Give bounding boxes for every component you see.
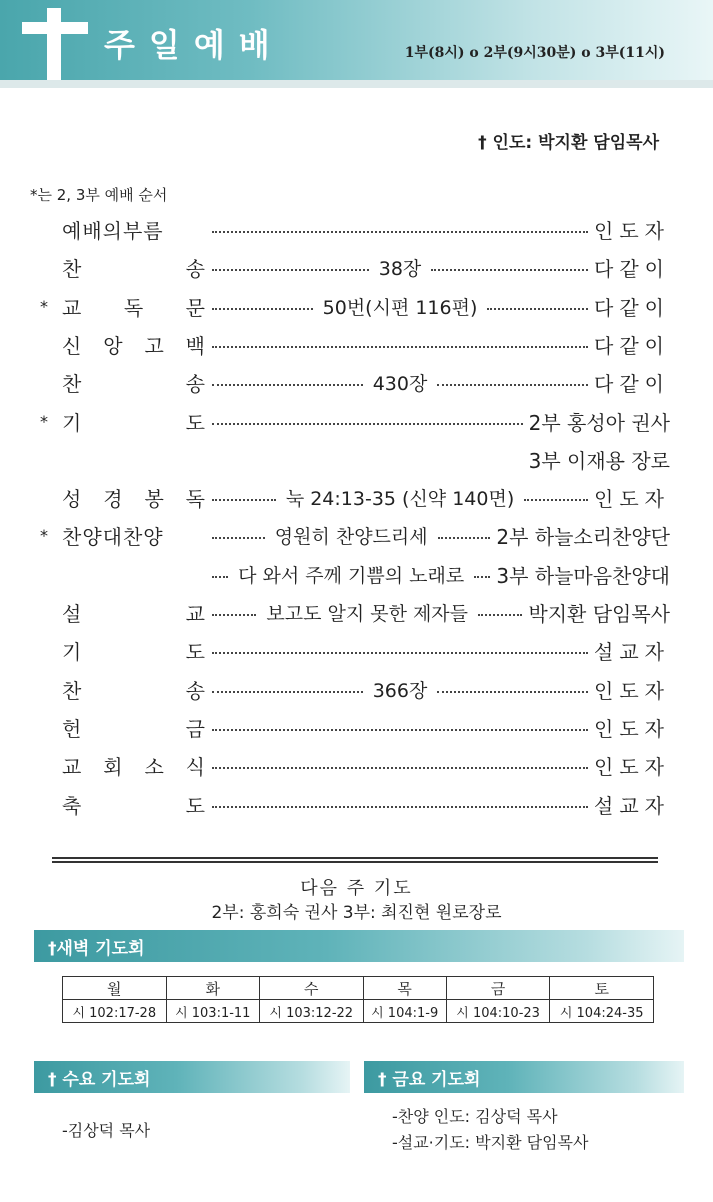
dawn-prayer-label: †새벽 기도회 xyxy=(48,938,145,959)
leader-dots xyxy=(212,729,588,731)
order-row xyxy=(30,214,670,244)
leader-dots xyxy=(212,537,265,539)
day-cell: 금 xyxy=(446,977,550,1000)
friday-line: -찬양 인도: 김상덕 목사 xyxy=(392,1107,558,1126)
day-cell: 수 xyxy=(259,977,363,1000)
order-item: 찬 송 xyxy=(62,678,206,703)
order-person: 3부 이재용 장로 xyxy=(528,448,670,473)
order-row xyxy=(30,789,670,819)
order-row xyxy=(30,712,670,742)
order-detail: 다 와서 주께 기쁨의 노래로 xyxy=(238,564,465,587)
divider xyxy=(52,857,658,863)
order-person: 인도자 xyxy=(594,754,670,779)
next-week-prayers: 2부: 홍희숙 권사 3부: 최진현 원로장로 xyxy=(211,903,502,923)
reading-cell: 시 104:1-9 xyxy=(363,1000,446,1023)
page-title: 주일예배 xyxy=(104,26,284,64)
order-item: 찬 송 xyxy=(62,371,206,396)
order-person: 다같이 xyxy=(594,295,671,320)
leader-dots xyxy=(524,499,588,501)
leader-dots xyxy=(212,767,588,769)
leader-dots xyxy=(212,576,228,578)
leader-dots xyxy=(487,308,588,310)
page-header xyxy=(0,0,713,88)
order-row xyxy=(30,674,670,704)
order-person: 인도자 xyxy=(594,218,670,243)
leader-dots xyxy=(212,614,256,616)
day-cell: 화 xyxy=(166,977,259,1000)
reading-cell: 시 103:12-22 xyxy=(259,1000,363,1023)
order-item: 찬 송 xyxy=(62,256,206,281)
table-row xyxy=(63,977,654,1000)
order-star: * xyxy=(40,525,48,545)
order-detail: 366장 xyxy=(372,679,428,702)
reading-cell: 시 104:24-35 xyxy=(550,1000,654,1023)
wednesday-prayer-label: † 수요 기도회 xyxy=(48,1069,151,1090)
friday-line: -설교·기도: 박지환 담임목사 xyxy=(392,1133,589,1152)
friday-prayer-text xyxy=(392,1104,588,1156)
leader-dots xyxy=(437,691,588,693)
order-person: 2부 하늘소리찬양단 xyxy=(496,524,670,549)
order-person: 설교자 xyxy=(594,793,670,818)
order-row xyxy=(30,597,670,627)
order-detail: 보고도 알지 못한 제자들 xyxy=(266,602,469,625)
leader-dots xyxy=(431,269,588,271)
order-row xyxy=(30,252,670,282)
leader-dots xyxy=(212,346,588,348)
cross-icon xyxy=(47,8,61,80)
wednesday-prayer-header xyxy=(34,1061,350,1093)
day-cell: 토 xyxy=(550,977,654,1000)
leader-dots xyxy=(212,384,363,386)
order-item: 찬양대찬양 xyxy=(62,524,164,549)
order-row xyxy=(30,291,670,321)
order-item: 축 도 xyxy=(62,793,206,818)
order-row xyxy=(30,750,670,780)
reading-cell: 시 102:17-28 xyxy=(63,1000,167,1023)
friday-prayer-label: † 금요 기도회 xyxy=(378,1069,481,1090)
dawn-prayer-table xyxy=(62,976,654,1023)
order-star: * xyxy=(40,411,48,431)
leader-dots xyxy=(212,652,588,654)
leader-dots xyxy=(212,806,588,808)
wednesday-prayer-text: -김상덕 목사 xyxy=(62,1121,151,1140)
order-note: *는 2, 3부 예배 순서 xyxy=(30,186,168,204)
order-person: 설교자 xyxy=(594,639,670,664)
order-person: 인도자 xyxy=(594,678,670,703)
order-row xyxy=(30,329,670,359)
leader-dots xyxy=(438,537,491,539)
table-row xyxy=(63,1000,654,1023)
next-week-title: 다음 주 기도 xyxy=(300,878,413,899)
order-row xyxy=(30,367,670,397)
order-item: 예배의부름 xyxy=(62,218,164,243)
order-row xyxy=(30,444,670,474)
order-person: 3부 하늘마음찬양대 xyxy=(496,563,670,588)
order-item: 교 독 문 xyxy=(62,295,206,320)
order-item: 기 도 xyxy=(62,410,206,435)
order-item: 헌 금 xyxy=(62,716,206,741)
dawn-prayer-header xyxy=(34,930,684,962)
order-row xyxy=(30,559,670,589)
leader-dots xyxy=(212,269,369,271)
order-item: 교 회 소 식 xyxy=(62,754,206,779)
order-detail: 430장 xyxy=(372,372,428,395)
leader-dots xyxy=(212,691,363,693)
order-item: 기 도 xyxy=(62,639,206,664)
order-row xyxy=(30,635,670,665)
leader-dots xyxy=(474,576,490,578)
order-item: 설 교 xyxy=(62,601,206,626)
order-person: 인도자 xyxy=(594,486,671,511)
service-times: 1부(8시) ο 2부(9시30분) ο 3부(11시) xyxy=(404,45,665,61)
order-person: 다같이 xyxy=(594,333,670,358)
friday-prayer-header xyxy=(364,1061,684,1093)
order-star: * xyxy=(40,296,48,316)
day-cell: 목 xyxy=(363,977,446,1000)
leader-dots xyxy=(212,308,313,310)
leader-dots xyxy=(212,499,276,501)
leader-dots xyxy=(212,231,588,233)
reading-cell: 시 104:10-23 xyxy=(446,1000,550,1023)
order-detail: 50번(시편 116편) xyxy=(322,296,478,319)
order-person: 2부 홍성아 권사 xyxy=(528,410,670,435)
leader-dots xyxy=(212,423,523,425)
order-person: 다같이 xyxy=(594,371,670,396)
order-row xyxy=(30,482,670,512)
order-person: 박지환 담임목사 xyxy=(528,601,670,626)
order-person: 다같이 xyxy=(594,256,670,281)
order-detail: 눅 24:13-35 (신약 140면) xyxy=(285,487,515,510)
day-cell: 월 xyxy=(63,977,167,1000)
cross-icon-bar xyxy=(22,22,88,34)
reading-cell: 시 103:1-11 xyxy=(166,1000,259,1023)
leader-dots xyxy=(478,614,522,616)
order-row xyxy=(30,406,670,436)
order-detail: 영원히 찬양드리세 xyxy=(274,525,428,548)
order-person: 인도자 xyxy=(594,716,670,741)
order-item: 성 경 봉 독 xyxy=(62,486,206,511)
leader-dots xyxy=(437,384,588,386)
order-item: 신 앙 고 백 xyxy=(62,333,206,358)
order-detail: 38장 xyxy=(378,257,422,280)
order-row xyxy=(30,520,670,550)
worship-leader: † 인도: 박지환 담임목사 xyxy=(478,133,659,153)
header-strip xyxy=(0,80,713,88)
